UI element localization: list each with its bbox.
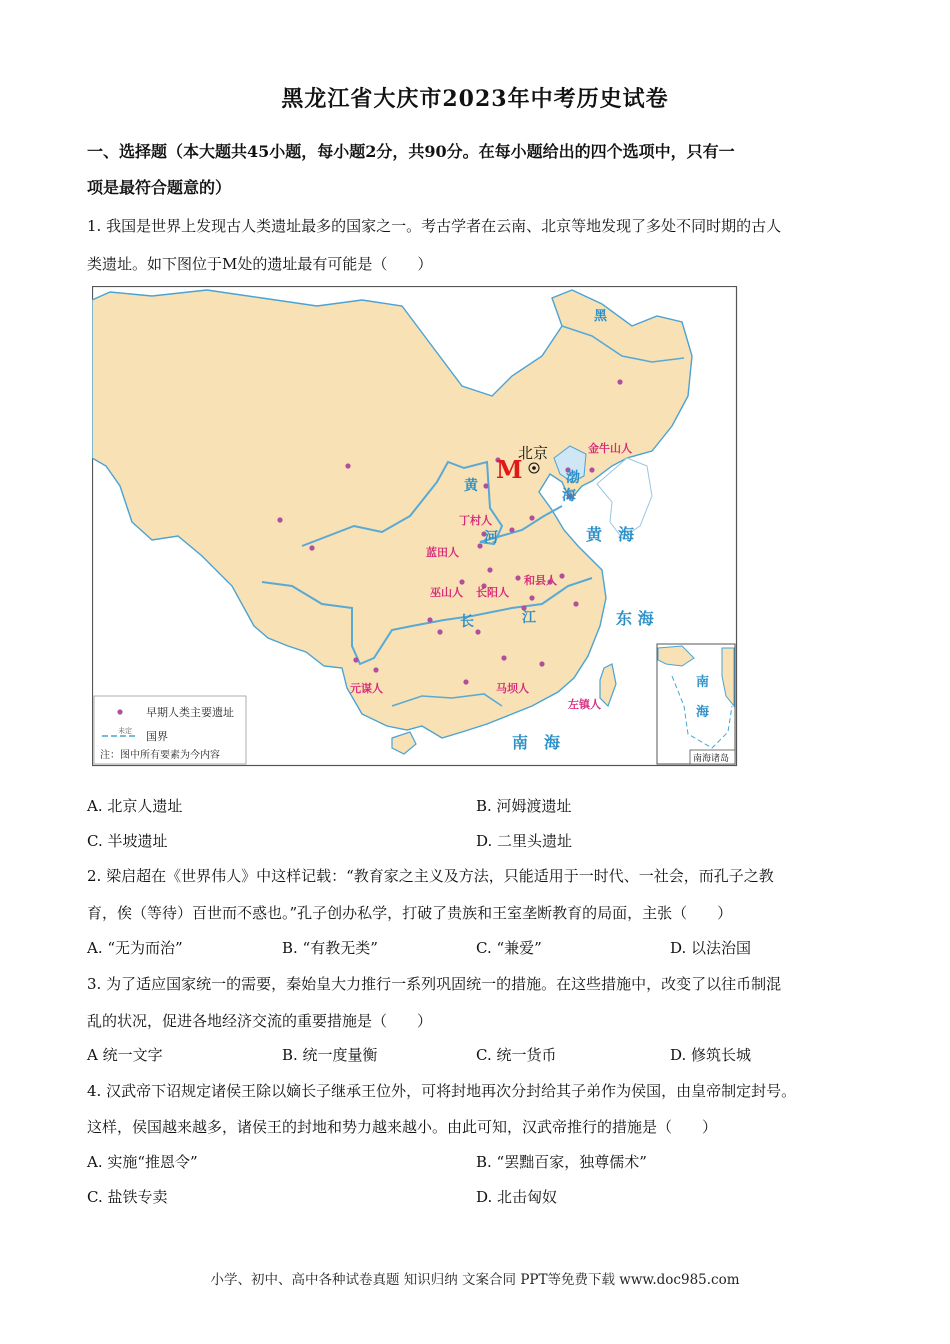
label-huang: 黄	[464, 478, 478, 494]
m-marker: M	[496, 455, 523, 484]
legend-border-label: 国界	[146, 730, 168, 743]
q3-option-a[interactable]: A 统一文字	[87, 1046, 163, 1064]
question-3-line-2: 乱的状况，促进各地经济交流的重要措施是（ ）	[87, 1012, 433, 1030]
south-china-sea-inset	[657, 644, 735, 764]
q1-option-d[interactable]: D. 二里头遗址	[476, 832, 573, 850]
question-1-line-2: 类遗址。如下图位于M处的遗址最有可能是（ ）	[87, 255, 433, 273]
map-legend	[94, 696, 246, 764]
label-maba: 马坝人	[496, 682, 529, 695]
label-hei: 黑	[594, 309, 608, 324]
question-4-line-2: 这样，侯国越来越多，诸侯王的封地和势力越来越小。由此可知，汉武帝推行的措施是（ ）	[87, 1118, 718, 1136]
q1-option-c[interactable]: C. 半坡遗址	[87, 832, 168, 850]
q3-option-c[interactable]: C. 统一货币	[476, 1046, 557, 1064]
q2-option-c[interactable]: C. “兼爱”	[476, 939, 542, 957]
legend-note: 注：图中所有要素为今内容	[100, 750, 220, 761]
inset-label-hai: 海	[696, 705, 710, 720]
page-title: 黑龙江省大庆市2023年中考历史试卷	[281, 86, 669, 112]
site-dot	[589, 467, 594, 472]
q2-option-a[interactable]: A. “无为而治”	[87, 939, 183, 957]
site-dot	[515, 575, 520, 580]
label-wushan: 巫山人	[430, 586, 463, 599]
q3-option-b[interactable]: B. 统一度量衡	[282, 1046, 378, 1064]
label-dingcun: 丁村人	[459, 514, 492, 527]
label-huanghai: 黄 海	[586, 525, 635, 544]
site-dot	[509, 527, 514, 532]
site-dot	[309, 545, 314, 550]
label-yuanmou: 元谋人	[350, 682, 383, 695]
site-dot	[477, 543, 482, 548]
site-dot	[373, 667, 378, 672]
site-dot	[459, 579, 464, 584]
site-dot	[345, 463, 350, 468]
beijing-label: 北京	[518, 444, 549, 462]
q4-option-c[interactable]: C. 盐铁专卖	[87, 1188, 168, 1206]
q4-option-a[interactable]: A. 实施“推恩令”	[87, 1153, 198, 1171]
legend-site-label: 早期人类主要遗址	[146, 706, 234, 719]
section-heading-line1: 一、选择题（本大题共45小题，每小题2分，共90分。在每小题给出的四个选项中，只有一	[87, 142, 735, 161]
site-dot	[427, 617, 432, 622]
label-zuozhen: 左镇人	[568, 698, 601, 711]
site-dot	[463, 679, 468, 684]
site-dot	[475, 629, 480, 634]
label-chang: 长	[460, 614, 474, 630]
label-nanhai: 南 海	[512, 733, 561, 752]
question-4-line-1: 4. 汉武帝下诏规定诸侯王除以嫡长子继承王位外，可将封地再次分封给其子弟作为侯国，由皇帝制定封号。	[87, 1082, 797, 1100]
site-dot	[529, 515, 534, 520]
site-dot	[487, 567, 492, 572]
label-donghai: 东 海	[616, 609, 654, 628]
site-dot	[483, 483, 488, 488]
site-dot	[573, 601, 578, 606]
q3-option-d[interactable]: D. 修筑长城	[670, 1046, 752, 1064]
question-3-line-1: 3. 为了适应国家统一的需要，秦始皇大力推行一系列巩固统一的措施。在这些措施中，改变了以往币制混	[87, 975, 782, 993]
label-jiang: 江	[522, 610, 536, 626]
q1-option-b[interactable]: B. 河姆渡遗址	[476, 797, 572, 815]
label-changyang: 长阳人	[476, 586, 509, 599]
question-2-line-1: 2. 梁启超在《世界伟人》中这样记载：“教育家之主义及方法，只能适用于一时代、一社会，而孔子之教	[87, 867, 774, 885]
question-2-line-2: 育，俟（等待）百世而不惑也。”孔子创办私学，打破了贵族和王室垄断教育的局面，主张（ ）	[87, 904, 733, 922]
site-dot	[437, 629, 442, 634]
question-1-line-1: 1. 我国是世界上发现古人类遗址最多的国家之一。考古学者在云南、北京等地发现了多处不同时期的古人	[87, 217, 782, 235]
site-dot	[559, 573, 564, 578]
q2-option-b[interactable]: B. “有教无类”	[282, 939, 378, 957]
page-footer: 小学、初中、高中各种试卷真题 知识归纳 文案合同 PPT等免费下载 www.doc985.com	[210, 1272, 740, 1288]
inset-caption: 南海诸岛	[693, 754, 730, 764]
site-dot	[277, 517, 282, 522]
label-lantian: 蓝田人	[426, 546, 459, 559]
legend-border-small: 未定	[118, 727, 132, 735]
inset-label-nan: 南	[696, 675, 710, 690]
label-bo: 渤	[566, 470, 580, 486]
q1-option-a[interactable]: A. 北京人遗址	[87, 797, 183, 815]
site-dot	[529, 595, 534, 600]
label-bohai-hai: 海	[562, 488, 576, 504]
beijing-capital-dot	[532, 466, 536, 470]
china-map-figure	[92, 286, 740, 768]
legend-site-icon	[117, 709, 122, 714]
site-dot	[501, 655, 506, 660]
q4-option-b[interactable]: B. “罢黜百家，独尊儒术”	[476, 1153, 647, 1171]
site-dot	[539, 661, 544, 666]
site-dot	[617, 379, 622, 384]
site-dot	[353, 657, 358, 662]
label-hexian: 和县人	[524, 574, 557, 587]
label-he: 河	[484, 530, 498, 546]
q4-option-d[interactable]: D. 北击匈奴	[476, 1188, 558, 1206]
label-jinniushan: 金牛山人	[588, 442, 632, 455]
section-heading-line2: 项是最符合题意的）	[87, 178, 232, 197]
q2-option-d[interactable]: D. 以法治国	[670, 939, 752, 957]
